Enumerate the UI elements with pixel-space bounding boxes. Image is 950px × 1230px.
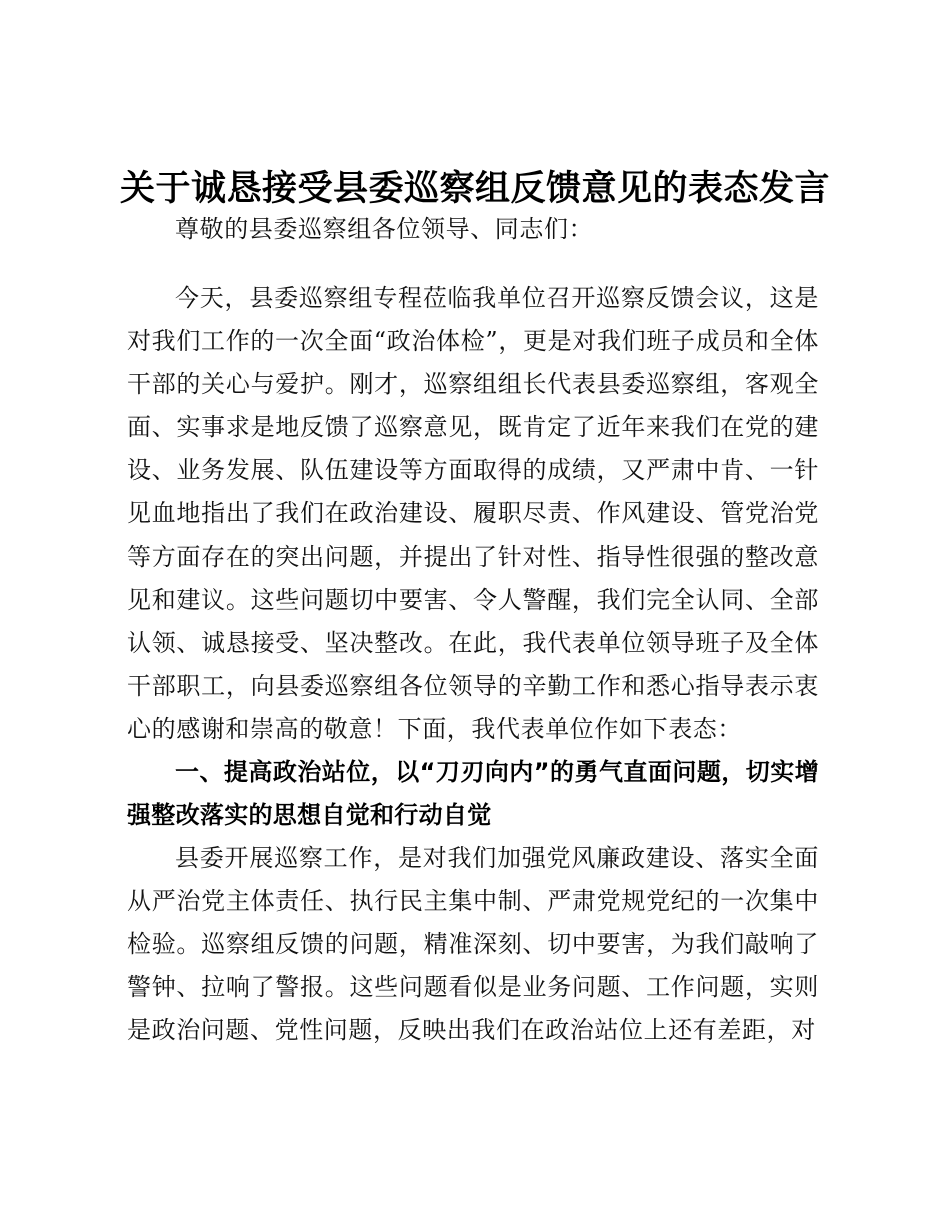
- body-paragraph: 今天，县委巡察组专程莅临我单位召开巡察反馈会议，这是对我们工作的一次全面“政治体检”，更是对我们班子成员和全体干部的关心与爱护。刚才，巡察组组长代表县委巡察组，客观全面、实事求是地反馈了巡察意见，既肯定了近年来我们在党的建设、业务发展、队伍建设等方面取得的成绩，又严肃中肯、一针见血地指出了我们在政治建设、履职尽责、作风建设、管党治党等方面存在的突出问题，并提出了针对性、指导性很强的整改意见和建议。这些问题切中要害、令人警醒，我们完全认同、全部认领、诚恳接受、坚决整改。在此，我代表单位领导班子及全体干部职工，向县委巡察组各位领导的辛勤工作和悉心指导表示衷心的感谢和崇高的敬意！下面，我代表单位作如下表态：: [127, 284, 819, 743]
- salutation-paragraph: 尊敬的县委巡察组各位领导、同志们：: [175, 215, 594, 243]
- section-heading: 一、提高政治站位，以“刀刃向内”的勇气直面问题，切实增强整改落实的思想自觉和行动自觉: [127, 758, 819, 830]
- body-paragraph: 县委开展巡察工作，是对我们加强党风廉政建设、落实全面从严治党主体责任、执行民主集中制、严肃党规党纪的一次集中检验。巡察组反馈的问题，精准深刻、切中要害，为我们敲响了警钟、拉响了警报。这些问题看似是业务问题、工作问题，实则是政治问题、党性问题，反映出我们在政治站位上还有差距，对: [127, 844, 819, 1045]
- document-title: 关于诚恳接受县委巡察组反馈意见的表态发言: [119, 168, 830, 209]
